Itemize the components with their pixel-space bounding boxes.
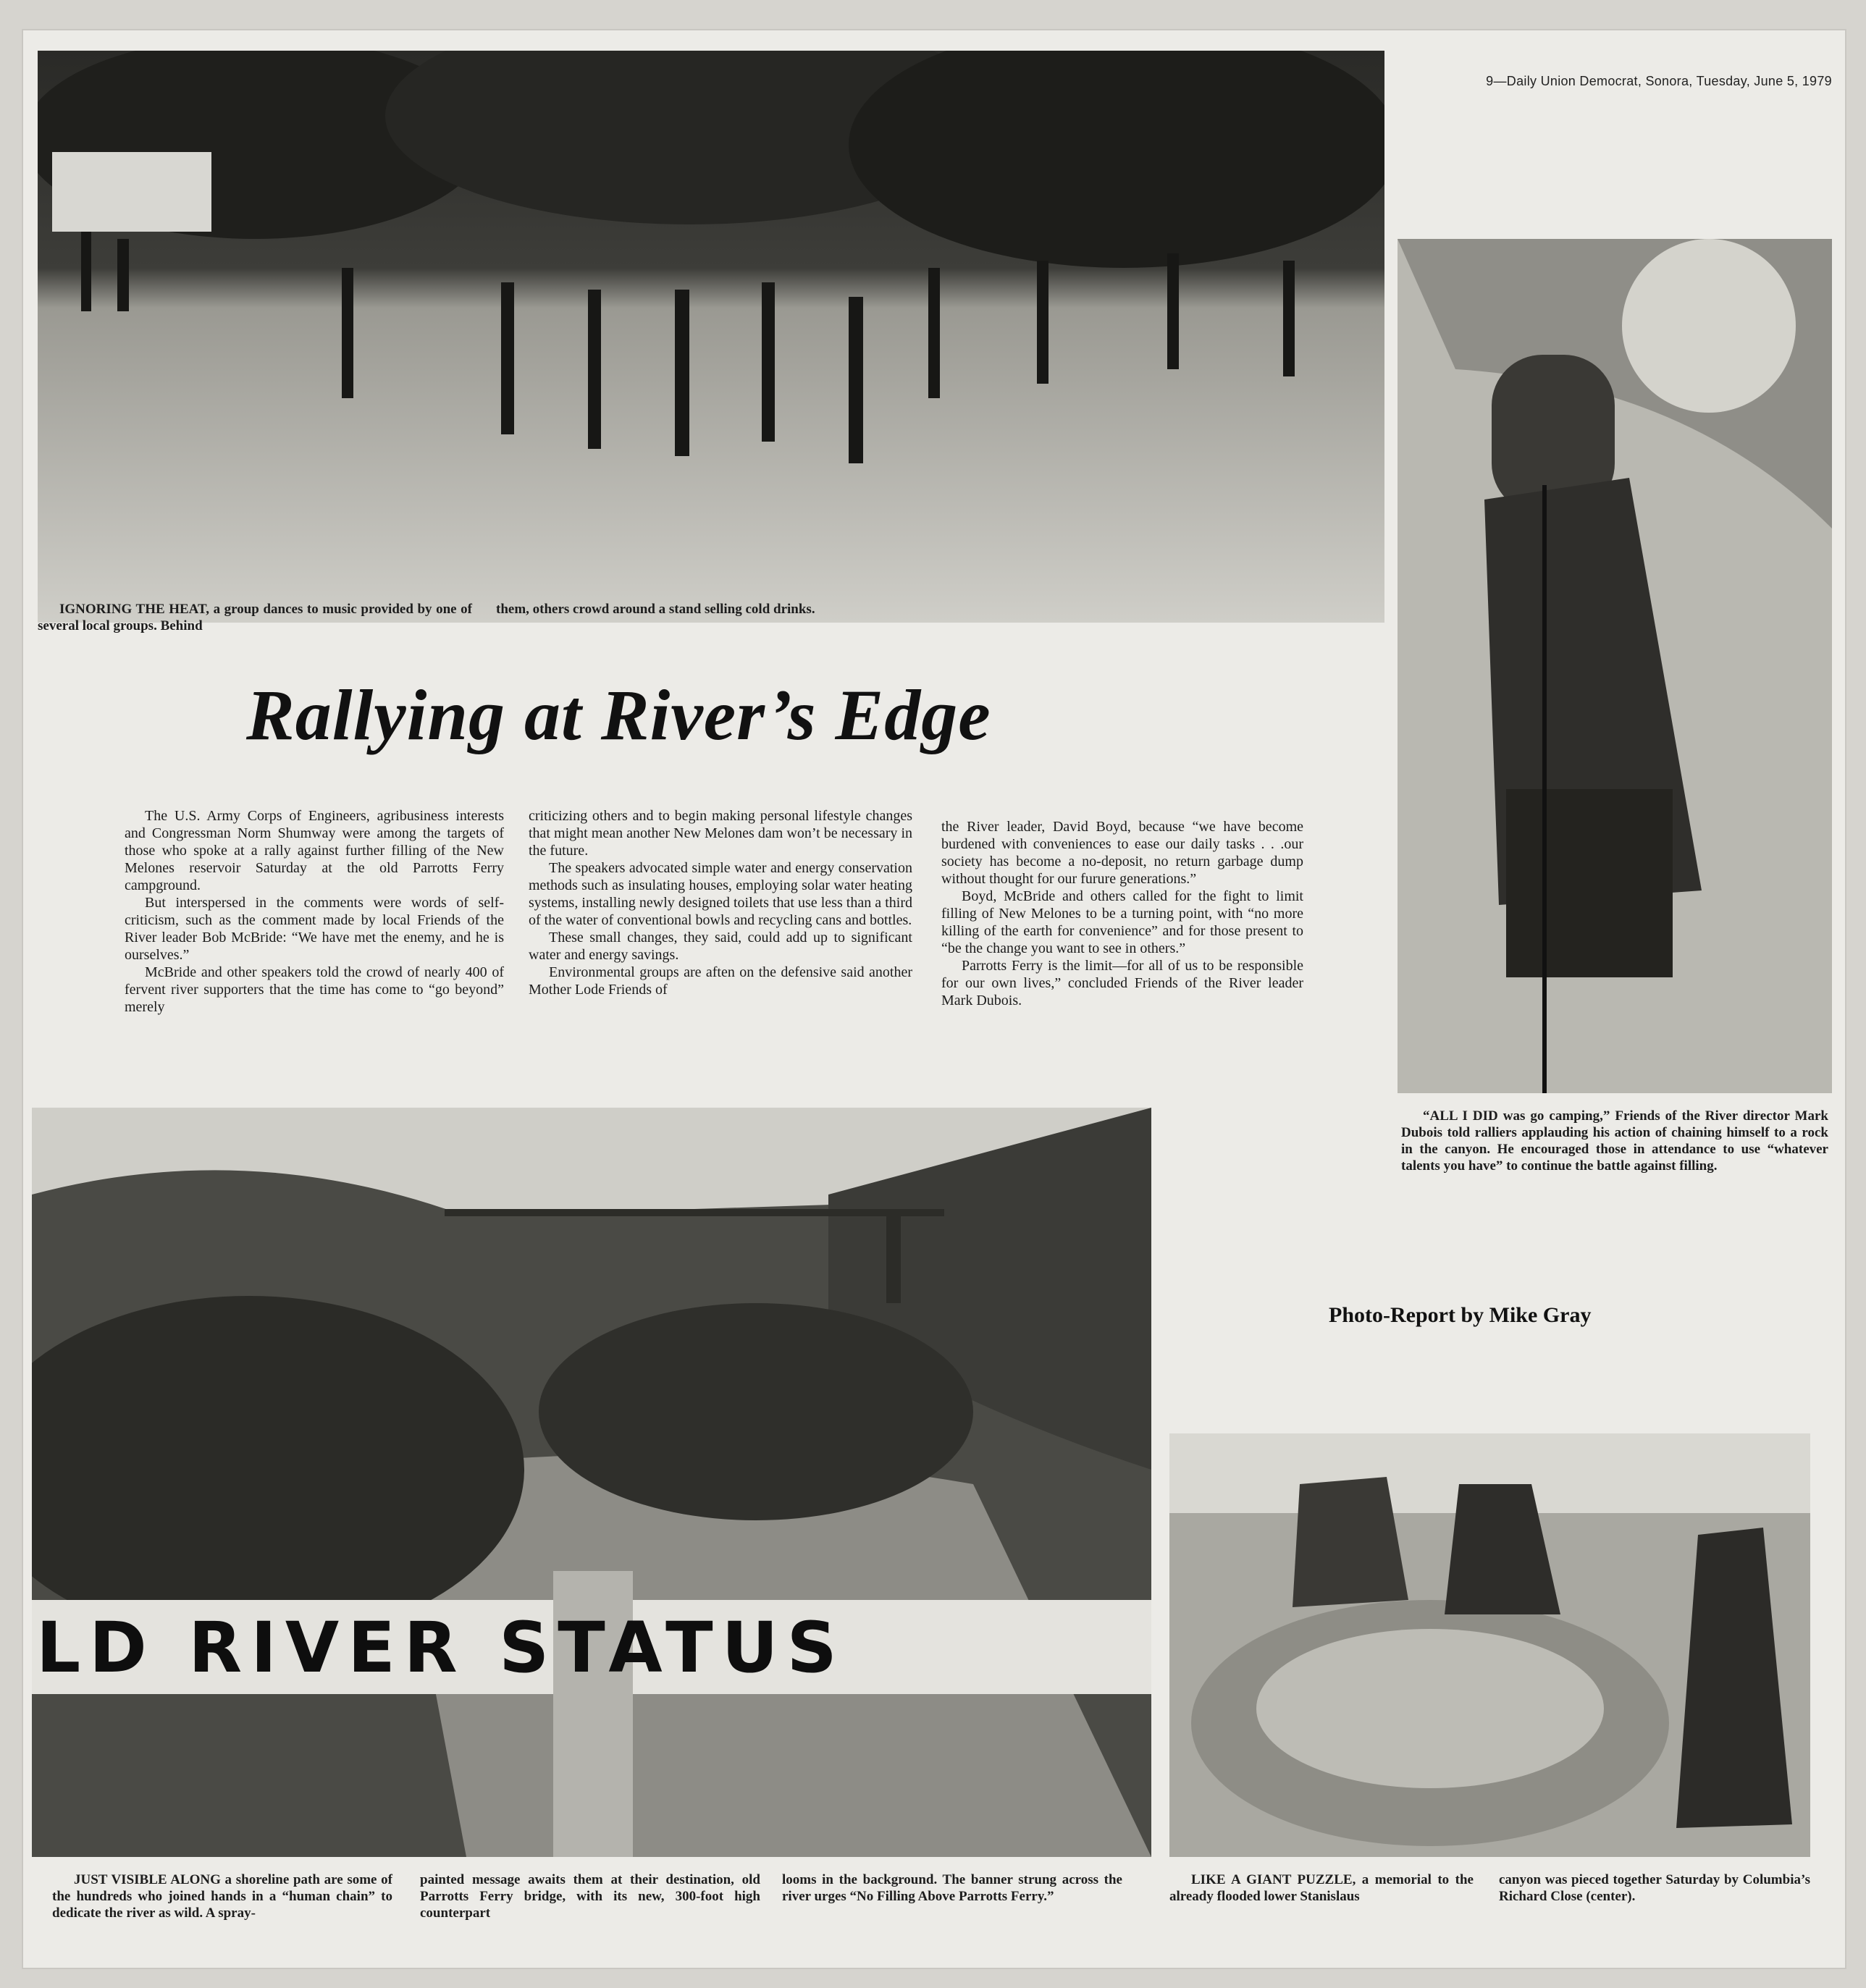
- headline: Rallying at River’s Edge: [246, 675, 991, 755]
- paragraph: Environmental groups are aften on the defensive said another Mother Lode Friends of: [529, 964, 912, 998]
- photo-credit: Photo-Report by Mike Gray: [1329, 1303, 1592, 1327]
- article-column-2: [529, 807, 912, 998]
- river-photo: [32, 1108, 1151, 1857]
- river-caption-3: looms in the background. The banner strung across the river urges “No Filling Above Parrotts Ferry.”: [782, 1872, 1122, 1904]
- dance-photo: [38, 51, 1384, 623]
- paragraph: McBride and other speakers told the crowd of nearly 400 of fervent river supporters that the time has come to “go beyond” merely: [125, 964, 504, 1015]
- paragraph: Parrotts Ferry is the limit—for all of us to be responsible for our own lives,” concluded Friends of the River leader Mark Dubois.: [941, 958, 1303, 1008]
- paragraph: These small changes, they said, could add up to significant water and energy savings.: [529, 930, 912, 963]
- article-column-1: [125, 807, 504, 1016]
- speaker-caption: “ALL I DID was go camping,” Friends of the River director Mark Dubois told ralliers applauding his action of chaining himself to a rock in the canyon. He encouraged those in attendance to use “whatever talents you have” to continue the battle against filling.: [1401, 1108, 1828, 1174]
- newspaper-page: [22, 29, 1846, 1969]
- paragraph: Boyd, McBride and others called for the fight to limit filling of New Melones to be a turning point, with “no more killing of the earth for convenience” and for those present to “be the change you want to see in others.”: [941, 888, 1303, 956]
- paragraph: The speakers advocated simple water and energy conservation methods such as insulating houses, employing solar water heating systems, installing newly designed toilets that use less than a third of the water of conventional bowls and recycling cans and bottles.: [529, 860, 912, 928]
- paragraph: criticizing others and to begin making personal lifestyle changes that might mean another New Melones dam won’t be necessary in the future.: [529, 808, 912, 859]
- paragraph: the River leader, David Boyd, because “we have become burdened with conveniences to ease our daily tasks . . .our society has become a no-deposit, no return garbage dump without thought for our furure generations.”: [941, 819, 1303, 887]
- river-caption-2: painted message awaits them at their destination, old Parrotts Ferry bridge, with its new, 300-foot high counterpart: [420, 1872, 760, 1921]
- paragraph: The U.S. Army Corps of Engineers, agribusiness interests and Congressman Norm Shumway were among the targets of those who spoke at a rally against further filling of the New Melones reservoir Saturday at the old Parrotts Ferry campground.: [125, 808, 504, 893]
- puzzle-photo: [1169, 1433, 1810, 1857]
- dateline: 9—Daily Union Democrat, Sonora, Tuesday, June 5, 1979: [1486, 74, 1832, 88]
- paragraph: But interspersed in the comments were words of self-criticism, such as the comment made by local Friends of the River leader Bob McBride: “We have met the enemy, and he is ourselves.”: [125, 895, 504, 963]
- speaker-photo: [1398, 239, 1832, 1093]
- river-banner-sign: LD RIVER STATUS: [36, 1607, 846, 1688]
- puzzle-caption-2: canyon was pieced together Saturday by Columbia’s Richard Close (center).: [1499, 1872, 1810, 1904]
- river-caption-1: JUST VISIBLE ALONG a shoreline path are some of the hundreds who joined hands in a “human chain” to dedicate the river as wild. A spray-: [52, 1872, 392, 1921]
- puzzle-caption-1: LIKE A GIANT PUZZLE, a memorial to the already flooded lower Stanislaus: [1169, 1872, 1474, 1904]
- article-column-3: [941, 818, 1303, 1009]
- dance-caption-left: IGNORING THE HEAT, a group dances to music provided by one of several local groups. Behind: [38, 602, 472, 633]
- dance-caption-right: them, others crowd around a stand selling cold drinks.: [496, 602, 815, 617]
